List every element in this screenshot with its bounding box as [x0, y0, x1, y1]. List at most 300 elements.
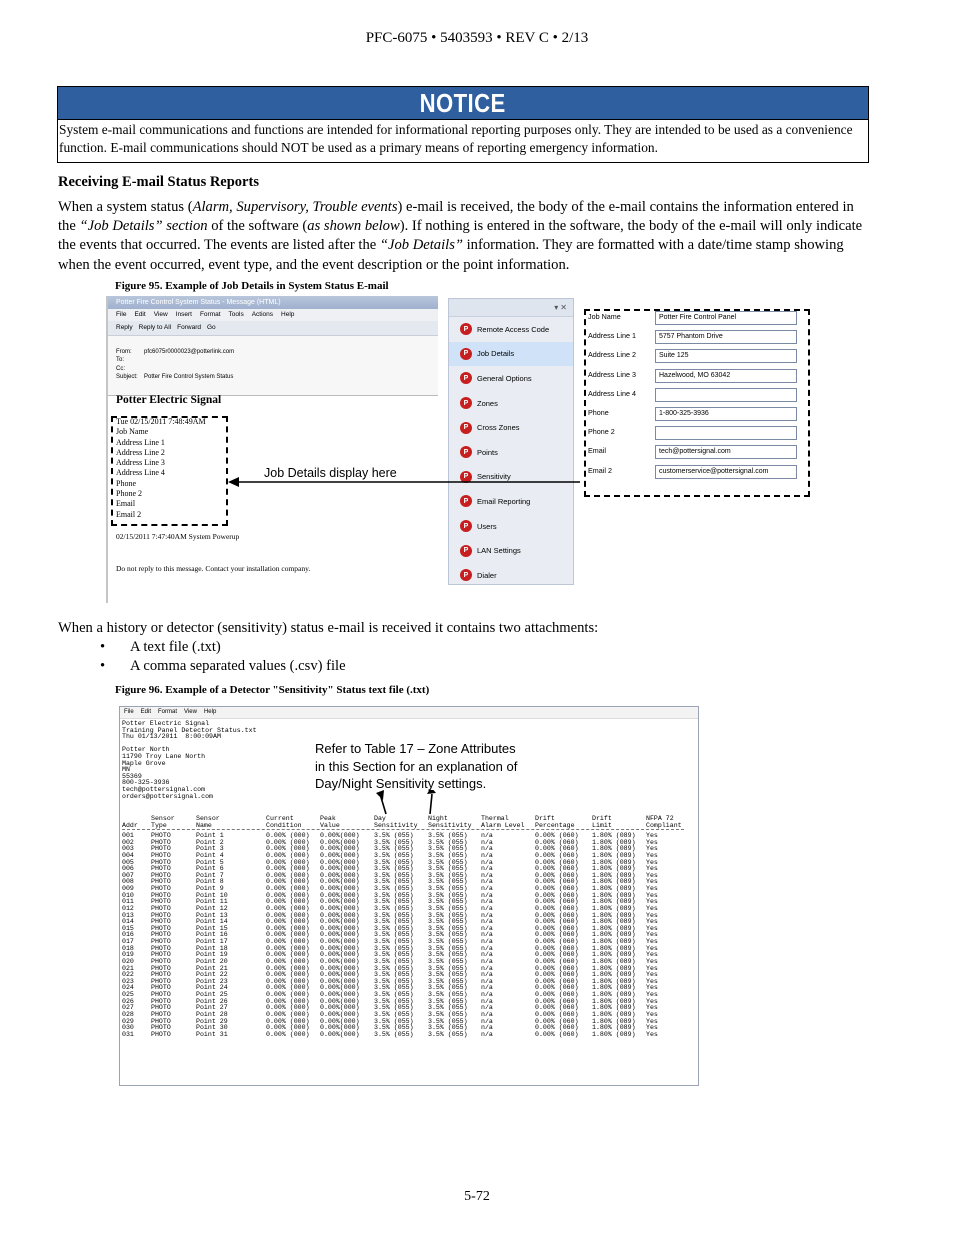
table-cell: 3.5% (055)	[374, 911, 414, 919]
notepad-menu-item[interactable]: View	[184, 709, 197, 715]
email-job-line: Address Line 3	[116, 458, 165, 468]
table-cell: PHOTO	[151, 838, 171, 846]
table-cell: 0.00% (060)	[535, 977, 579, 985]
table-cell: 0.00%(000)	[320, 984, 360, 992]
table-cell: 010	[122, 891, 134, 899]
column-header: Drift	[592, 815, 612, 822]
table-cell: PHOTO	[151, 951, 171, 959]
nav-item[interactable]	[449, 440, 573, 465]
table-cell: 013	[122, 911, 134, 919]
table-cell: 0.00%(000)	[320, 997, 360, 1005]
form-field-input[interactable]: 5757 Phantom Drive	[655, 330, 797, 344]
table-cell: 3.5% (055)	[428, 1011, 468, 1018]
table-cell: 008	[122, 878, 134, 886]
table-cell: 3.5% (055)	[374, 878, 414, 886]
table-cell: 3.5% (055)	[428, 832, 468, 839]
table-cell: 0.00%(000)	[320, 971, 360, 979]
table-cell: PHOTO	[151, 944, 171, 952]
table-cell: 3.5% (055)	[374, 858, 414, 866]
table-cell: Point 14	[196, 918, 228, 926]
column-header: Limit	[592, 821, 612, 829]
table-cell: Point 7	[196, 871, 224, 879]
table-cell: 0.00% (000)	[266, 891, 310, 899]
table-cell: 1.80% (089)	[592, 871, 636, 879]
table-cell: 3.5% (055)	[374, 1024, 414, 1032]
table-cell: Yes	[646, 971, 658, 979]
form-field-label: Email	[588, 446, 606, 456]
nav-item-label: Zones	[477, 398, 498, 408]
table-cell: 0.00%(000)	[320, 944, 360, 952]
table-cell: Point 17	[196, 938, 228, 946]
table-cell: Point 16	[196, 931, 228, 939]
table-cell: 0.00% (000)	[266, 898, 310, 906]
table-cell: 0.00% (000)	[266, 885, 310, 893]
table-cell: Point 8	[196, 878, 224, 886]
table-cell: 0.00% (000)	[266, 878, 310, 886]
table-cell: n/a	[481, 904, 493, 912]
table-cell: 1.80% (089)	[592, 832, 636, 839]
table-cell: 3.5% (055)	[374, 957, 414, 965]
table-cell: n/a	[481, 1024, 493, 1032]
table-cell: 0.00% (060)	[535, 832, 579, 839]
table-cell: 1.80% (089)	[592, 938, 636, 946]
table-cell: 3.5% (055)	[374, 851, 414, 859]
table-cell: n/a	[481, 918, 493, 926]
email-titlebar: Potter Fire Control System Status - Message (HTML)	[106, 296, 438, 309]
email-menu-item[interactable]: Actions	[251, 311, 274, 318]
table-cell: 024	[122, 984, 134, 992]
table-cell: 0.00% (000)	[266, 911, 310, 919]
table-cell: Point 5	[196, 858, 224, 866]
form-field-label: Address Line 2	[588, 350, 636, 360]
table-cell: 3.5% (055)	[428, 1024, 468, 1032]
email-menu-item[interactable]: File	[116, 311, 127, 318]
table-cell: 0.00%(000)	[320, 911, 360, 919]
email-subject: Potter Fire Control System Status	[144, 373, 234, 380]
nav-item[interactable]	[449, 342, 573, 367]
nav-item-label: Cross Zones	[477, 423, 520, 433]
nav-item[interactable]	[449, 366, 573, 391]
table-cell: 3.5% (055)	[428, 924, 468, 932]
nav-item-label: General Options	[477, 373, 532, 383]
email-toolbar-button[interactable]: Forward	[177, 324, 201, 331]
column-header: Night	[428, 815, 448, 822]
table-cell: 005	[122, 858, 134, 866]
table-cell: 3.5% (055)	[428, 911, 468, 919]
table-cell: Yes	[646, 871, 658, 879]
table-cell: n/a	[481, 964, 493, 972]
table-cell: Yes	[646, 924, 658, 932]
column-header: Value	[320, 821, 340, 829]
table-cell: 0.00% (060)	[535, 845, 579, 853]
table-cell: PHOTO	[151, 851, 171, 859]
table-cell: 0.00% (000)	[266, 977, 310, 985]
table-cell: Yes	[646, 832, 658, 839]
txt-line: orders@pottersignal.com	[122, 792, 214, 800]
table-cell: Yes	[646, 964, 658, 972]
table-cell: Yes	[646, 858, 658, 866]
table-cell: 3.5% (055)	[428, 931, 468, 939]
notice-bar	[58, 87, 868, 120]
table-cell: Point 26	[196, 997, 228, 1005]
table-cell: PHOTO	[151, 924, 171, 932]
table-cell: Yes	[646, 885, 658, 893]
settings-nav-panel	[448, 298, 574, 585]
column-header: Sensor	[151, 815, 175, 822]
form-field-input[interactable]: Hazelwood, MO 63042	[655, 369, 797, 383]
column-header: Type	[151, 821, 167, 829]
table-cell: 0.00%(000)	[320, 1030, 360, 1038]
column-header: Addr	[122, 821, 138, 829]
table-cell: 1.80% (089)	[592, 924, 636, 932]
table-cell: 0.00% (060)	[535, 865, 579, 873]
table-cell: 017	[122, 938, 134, 946]
nav-panel-header: ▾ ✕	[449, 299, 573, 317]
table-cell: 002	[122, 838, 134, 846]
table-cell: 1.80% (089)	[592, 851, 636, 859]
table-cell: 0.00% (000)	[266, 997, 310, 1005]
nav-item[interactable]	[449, 415, 573, 440]
email-window-edge	[106, 296, 108, 603]
nav-item-label: Points	[477, 447, 498, 457]
table-cell: PHOTO	[151, 898, 171, 906]
email-menu-item[interactable]: Format	[199, 311, 221, 318]
table-cell: 0.00%(000)	[320, 891, 360, 899]
table-cell: 0.00% (060)	[535, 838, 579, 846]
email-menu-item[interactable]: Edit	[134, 311, 146, 318]
table-cell: PHOTO	[151, 957, 171, 965]
table-cell: 3.5% (055)	[428, 997, 468, 1005]
nav-item-label: Email Reporting	[477, 496, 531, 506]
form-field-input[interactable]: 1-800-325-3936	[655, 407, 797, 421]
nav-item-label: Users	[477, 521, 497, 531]
form-field-label: Address Line 1	[588, 331, 636, 341]
email-headers: From: pfc6075r0000023@potterlink.com To: Cc: Subject: Potter Fire Control System Status	[106, 336, 438, 396]
table-cell: 1.80% (089)	[592, 1004, 636, 1012]
table-cell: 3.5% (055)	[374, 977, 414, 985]
table-cell: 3.5% (055)	[374, 1011, 414, 1018]
table-cell: 1.80% (089)	[592, 858, 636, 866]
table-cell: Yes	[646, 997, 658, 1005]
table-cell: PHOTO	[151, 832, 171, 839]
table-cell: Point 1	[196, 832, 224, 839]
table-cell: 3.5% (055)	[374, 1017, 414, 1025]
table-cell: 0.00% (060)	[535, 924, 579, 932]
email-toolbar-button[interactable]: Reply to All	[138, 324, 172, 331]
table-cell: 0.00%(000)	[320, 924, 360, 932]
email-footer: Do not reply to this message. Contact your installation company.	[116, 564, 311, 573]
column-header: Peak	[320, 815, 336, 822]
table-cell: n/a	[481, 898, 493, 906]
table-cell: 3.5% (055)	[428, 904, 468, 912]
table-cell: 3.5% (055)	[374, 865, 414, 873]
column-header: Sensitivity	[374, 821, 418, 829]
table-cell: PHOTO	[151, 1011, 171, 1018]
table-cell: 3.5% (055)	[428, 1030, 468, 1038]
table-cell: n/a	[481, 871, 493, 879]
table-cell: n/a	[481, 1030, 493, 1038]
email-job-line: Phone	[116, 478, 136, 488]
table-cell: 3.5% (055)	[428, 938, 468, 946]
table-cell: 026	[122, 997, 134, 1005]
table-cell: Point 4	[196, 851, 224, 859]
table-cell: 014	[122, 918, 134, 926]
table-cell: n/a	[481, 924, 493, 932]
table-cell: 1.80% (089)	[592, 1030, 636, 1038]
table-cell: 3.5% (055)	[374, 885, 414, 893]
table-cell: n/a	[481, 991, 493, 999]
form-field-label: Phone	[588, 408, 609, 417]
txt-line: tech@pottersignal.com	[122, 785, 206, 793]
table-cell: 019	[122, 951, 134, 959]
email-menu-item[interactable]: Tools	[228, 311, 244, 318]
refer-note: Refer to Table 17 – Zone Attributes in this Section for an explanation of Day/Night Sensitivity settings.	[315, 741, 518, 791]
column-header: Sensitivity	[428, 821, 472, 829]
table-cell: 1.80% (089)	[592, 911, 636, 919]
table-cell: Yes	[646, 938, 658, 946]
table-cell: 0.00% (000)	[266, 984, 310, 992]
table-cell: 0.00%(000)	[320, 1004, 360, 1012]
section-heading: Receiving E-mail Status Reports	[58, 174, 259, 190]
table-cell: 0.00% (000)	[266, 832, 310, 839]
table-cell: 1.80% (089)	[592, 878, 636, 886]
table-cell: Point 29	[196, 1017, 228, 1025]
table-cell: 1.80% (089)	[592, 957, 636, 965]
table-cell: 0.00% (060)	[535, 898, 579, 906]
table-cell: 0.00% (000)	[266, 938, 310, 946]
table-cell: 1.80% (089)	[592, 1024, 636, 1032]
table-cell: 3.5% (055)	[428, 885, 468, 893]
table-cell: 018	[122, 944, 134, 952]
table-cell: Yes	[646, 951, 658, 959]
nav-item[interactable]	[449, 489, 573, 514]
table-cell: Point 9	[196, 885, 224, 893]
table-cell: 0.00% (000)	[266, 1024, 310, 1032]
table-cell: 0.00% (000)	[266, 865, 310, 873]
nav-item[interactable]	[449, 563, 573, 588]
form-field-input[interactable]: tech@pottersignal.com	[655, 445, 797, 459]
notepad-menu-item[interactable]: Format	[158, 709, 178, 715]
table-cell: 3.5% (055)	[428, 871, 468, 879]
table-cell: PHOTO	[151, 911, 171, 919]
txt-line: Potter North	[122, 746, 170, 754]
table-cell: 3.5% (055)	[374, 918, 414, 926]
table-cell: Point 13	[196, 911, 228, 919]
table-cell: 0.00% (060)	[535, 885, 579, 893]
table-cell: 0.00%(000)	[320, 1011, 360, 1018]
notepad-menu-item[interactable]: Help	[203, 709, 217, 715]
table-cell: 0.00% (060)	[535, 984, 579, 992]
table-cell: 3.5% (055)	[374, 964, 414, 972]
nav-item-label: Dialer	[477, 570, 497, 580]
txt-line: Potter Electric Signal	[122, 720, 210, 727]
table-cell: 3.5% (055)	[374, 997, 414, 1005]
table-cell: 015	[122, 924, 134, 932]
table-cell: Point 6	[196, 865, 224, 873]
table-cell: n/a	[481, 1011, 493, 1018]
table-cell: 0.00%(000)	[320, 918, 360, 926]
table-cell: 009	[122, 885, 134, 893]
table-cell: 0.00% (060)	[535, 991, 579, 999]
table-cell: Point 12	[196, 904, 228, 912]
table-cell: PHOTO	[151, 904, 171, 912]
form-field-input[interactable]: customerservice@pottersignal.com	[655, 465, 797, 479]
column-header: Thermal	[481, 815, 509, 822]
table-cell: Yes	[646, 1030, 658, 1038]
nav-item[interactable]	[449, 317, 573, 342]
bullet-item: • A comma separated values (.csv) file	[100, 658, 346, 674]
table-cell: 0.00% (060)	[535, 1004, 579, 1012]
body-paragraph: When a system status (Alarm, Supervisory, Trouble events) e-mail is received, the body of the e-mail contains the information entered in the “Job Details” section of the software (as shown below). If nothing is entered in the software, the body of the e-mail will only indicate the events that occurred. The events are listed after the “Job Details” information. They are formatted with a date/time stamp showing when the event occurred, event type, and the event description or the point information.	[58, 199, 863, 273]
table-cell: n/a	[481, 851, 493, 859]
table-cell: PHOTO	[151, 977, 171, 985]
table-cell: 0.00%(000)	[320, 991, 360, 999]
table-cell: Yes	[646, 918, 658, 926]
table-cell: 3.5% (055)	[374, 991, 414, 999]
table-cell: Point 18	[196, 944, 228, 952]
table-cell: Yes	[646, 944, 658, 952]
table-cell: PHOTO	[151, 1024, 171, 1032]
potter-logo-icon: P	[460, 446, 472, 458]
txt-line: Thu 01/13/2011 8:00:09AM	[122, 733, 221, 741]
email-job-line: Address Line 4	[116, 468, 165, 478]
column-header: Day	[374, 815, 386, 822]
table-cell: 3.5% (055)	[428, 838, 468, 846]
table-cell: 0.00%(000)	[320, 838, 360, 846]
email-toolbar-button[interactable]: Reply	[116, 324, 133, 331]
table-cell: 006	[122, 865, 134, 873]
email-job-line: Address Line 2	[116, 447, 165, 457]
table-cell: 3.5% (055)	[428, 1004, 468, 1012]
table-cell: 1.80% (089)	[592, 904, 636, 912]
table-cell: n/a	[481, 865, 493, 873]
form-field-input[interactable]: Potter Fire Control Panel	[655, 311, 797, 325]
table-cell: 1.80% (089)	[592, 838, 636, 846]
table-cell: 3.5% (055)	[374, 951, 414, 959]
email-menu-item[interactable]: Insert	[175, 311, 192, 318]
potter-logo-icon: P	[460, 495, 472, 507]
table-cell: Yes	[646, 898, 658, 906]
table-cell: 3.5% (055)	[428, 964, 468, 972]
table-cell: PHOTO	[151, 918, 171, 926]
table-cell: 029	[122, 1017, 134, 1025]
txt-header-lines	[122, 721, 257, 800]
table-cell: 0.00%(000)	[320, 977, 360, 985]
table-cell: Yes	[646, 838, 658, 846]
table-cell: n/a	[481, 938, 493, 946]
email-job-line: Job Name	[116, 427, 149, 437]
table-cell: n/a	[481, 911, 493, 919]
notice-text: System e-mail communications and functions are intended for informational reporting purposes only. They are intended to be used as a convenience function. E-mail communications should NOT be used as a primary means of reporting emergency information.	[59, 122, 853, 155]
table-cell: 1.80% (089)	[592, 991, 636, 999]
table-cell: 0.00%(000)	[320, 865, 360, 873]
email-from: pfc6075r0000023@potterlink.com	[144, 349, 235, 355]
table-cell: 1.80% (089)	[592, 891, 636, 899]
notepad-menu-item[interactable]: File	[124, 709, 134, 715]
column-header: Current	[266, 815, 294, 822]
nav-item[interactable]	[449, 538, 573, 563]
table-cell: n/a	[481, 977, 493, 985]
arrow-label: Job Details display here	[264, 466, 397, 480]
table-cell: Point 11	[196, 898, 228, 906]
table-cell: 0.00% (000)	[266, 951, 310, 959]
table-cell: 3.5% (055)	[374, 845, 414, 853]
table-cell: 3.5% (055)	[374, 944, 414, 952]
job-details-dashed-box	[111, 416, 228, 526]
table-cell: 3.5% (055)	[374, 1030, 414, 1038]
table-cell: 021	[122, 964, 134, 972]
nav-item[interactable]	[449, 391, 573, 416]
table-cell: 0.00% (060)	[535, 951, 579, 959]
table-cell: 1.80% (089)	[592, 898, 636, 906]
table-cell: Point 25	[196, 991, 228, 999]
table-cell: 0.00% (060)	[535, 957, 579, 965]
table-cell: PHOTO	[151, 984, 171, 992]
table-cell: Yes	[646, 891, 658, 899]
potter-logo-icon: P	[460, 471, 472, 483]
table-cell: 1.80% (089)	[592, 984, 636, 992]
table-cell: 3.5% (055)	[428, 944, 468, 952]
table-cell: 025	[122, 991, 134, 999]
table-cell: 003	[122, 845, 134, 853]
email-event: 02/15/2011 7:47:40AM System Powerup	[116, 532, 240, 541]
table-cell: 022	[122, 971, 134, 979]
table-cell: 0.00% (000)	[266, 1017, 310, 1025]
page-header: PFC-6075 • 5403593 • REV C • 2/13	[365, 30, 589, 46]
figure-95-caption: Figure 95. Example of Job Details in System Status E-mail	[115, 280, 389, 292]
notepad-menu-item[interactable]: Edit	[140, 709, 152, 715]
nav-item[interactable]	[449, 514, 573, 539]
table-cell: 0.00%(000)	[320, 832, 360, 839]
table-cell: Point 22	[196, 971, 228, 979]
table-cell: 1.80% (089)	[592, 865, 636, 873]
table-cell: 3.5% (055)	[374, 924, 414, 932]
table-cell: 0.00% (000)	[266, 904, 310, 912]
email-menu-item[interactable]: Help	[281, 311, 295, 318]
table-cell: n/a	[481, 858, 493, 866]
nav-item-label: Sensitivity	[477, 472, 511, 482]
table-cell: 1.80% (089)	[592, 1017, 636, 1025]
table-cell: 0.00%(000)	[320, 904, 360, 912]
table-cell: n/a	[481, 1017, 493, 1025]
table-cell: 001	[122, 832, 134, 839]
potter-logo-icon: P	[460, 520, 472, 532]
table-cell: Point 3	[196, 845, 224, 853]
table-cell: 3.5% (055)	[374, 891, 414, 899]
table-cell: 0.00% (000)	[266, 1004, 310, 1012]
table-cell: n/a	[481, 984, 493, 992]
table-cell: 0.00% (000)	[266, 851, 310, 859]
table-cell: 028	[122, 1011, 134, 1018]
table-cell: 0.00% (000)	[266, 991, 310, 999]
table-cell: Point 23	[196, 977, 228, 985]
table-cell: 004	[122, 851, 134, 859]
table-cell: 0.00% (060)	[535, 938, 579, 946]
email-toolbar-button[interactable]: Go	[207, 324, 216, 331]
table-cell: 0.00% (060)	[535, 944, 579, 952]
table-cell: n/a	[481, 878, 493, 886]
table-cell: 3.5% (055)	[428, 878, 468, 886]
email-menu-item[interactable]: View	[153, 311, 168, 318]
table-cell: Point 2	[196, 838, 224, 846]
table-cell: n/a	[481, 838, 493, 846]
table-cell: 1.80% (089)	[592, 944, 636, 952]
form-field-input[interactable]: Suite 125	[655, 349, 797, 363]
table-cell: n/a	[481, 951, 493, 959]
table-cell: PHOTO	[151, 1004, 171, 1012]
table-cell: n/a	[481, 885, 493, 893]
email-toolbar	[106, 321, 438, 336]
